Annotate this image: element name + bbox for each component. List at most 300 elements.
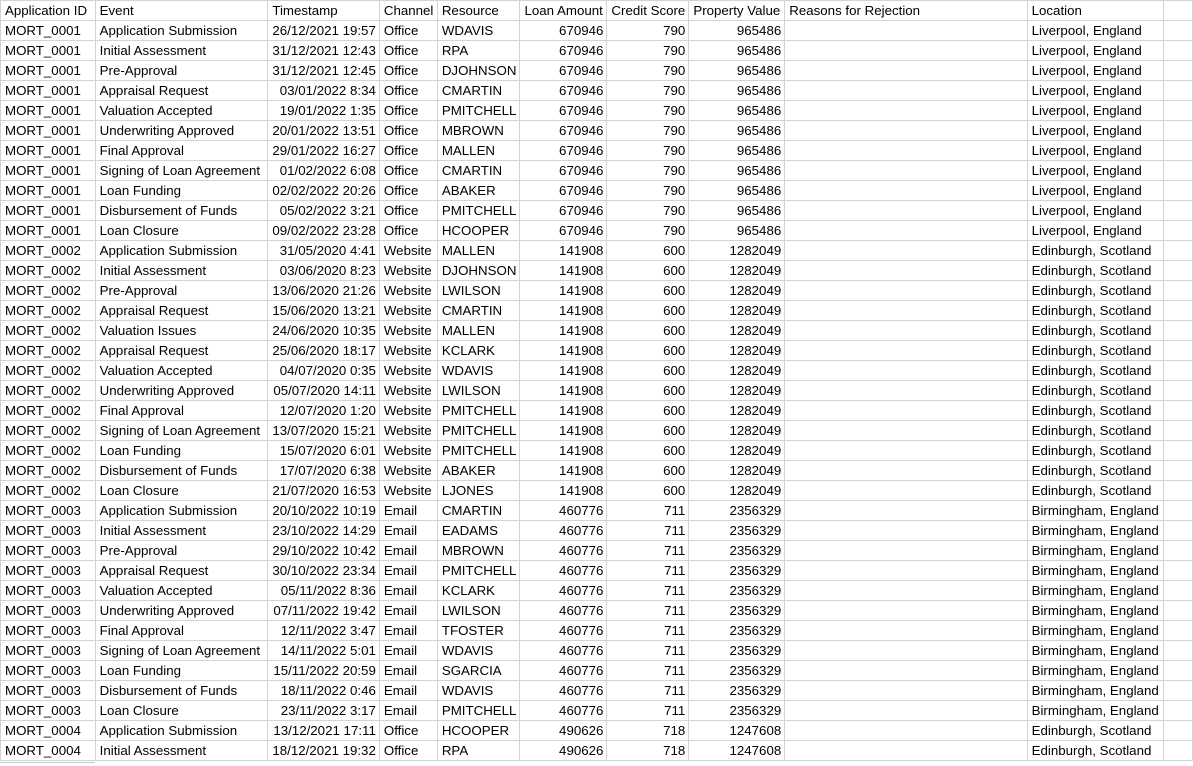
column-header-cell[interactable]: Location (1027, 1, 1164, 21)
cell[interactable]: 12/11/2022 3:47 (268, 621, 380, 641)
cell[interactable]: Application Submission (95, 241, 268, 261)
cell[interactable]: 141908 (520, 281, 607, 301)
cell[interactable]: 790 (607, 121, 689, 141)
cell[interactable]: MALLEN (437, 141, 520, 161)
cell[interactable]: MORT_0001 (1, 21, 96, 41)
cell[interactable]: Website (379, 301, 437, 321)
cell[interactable]: 460776 (520, 681, 607, 701)
cell[interactable] (785, 501, 1027, 521)
column-header-cell[interactable]: Credit Score (607, 1, 689, 21)
cell[interactable]: MORT_0004 (1, 721, 96, 741)
cell[interactable]: Website (379, 361, 437, 381)
column-header-cell[interactable]: Reasons for Rejection (785, 1, 1027, 21)
cell[interactable]: 1282049 (689, 441, 785, 461)
cell[interactable]: 09/02/2022 23:28 (268, 221, 380, 241)
cell[interactable]: 460776 (520, 501, 607, 521)
cell[interactable]: Edinburgh, Scotland (1027, 481, 1164, 501)
cell[interactable]: EADAMS (437, 521, 520, 541)
cell[interactable] (1164, 201, 1193, 221)
cell[interactable] (785, 301, 1027, 321)
cell[interactable]: 17/07/2020 6:38 (268, 461, 380, 481)
cell[interactable]: 965486 (689, 61, 785, 81)
cell[interactable]: 31/12/2021 12:45 (268, 61, 380, 81)
cell[interactable]: 711 (607, 661, 689, 681)
cell[interactable]: HCOOPER (437, 721, 520, 741)
cell[interactable]: Office (379, 121, 437, 141)
cell[interactable] (785, 441, 1027, 461)
cell[interactable]: 711 (607, 581, 689, 601)
cell[interactable]: 29/10/2022 10:42 (268, 541, 380, 561)
cell[interactable]: 600 (607, 461, 689, 481)
cell[interactable]: Edinburgh, Scotland (1027, 281, 1164, 301)
cell[interactable]: Pre-Approval (95, 281, 268, 301)
cell[interactable]: Liverpool, England (1027, 161, 1164, 181)
cell[interactable] (785, 381, 1027, 401)
cell[interactable] (1164, 501, 1193, 521)
cell[interactable] (1164, 241, 1193, 261)
cell[interactable]: Edinburgh, Scotland (1027, 461, 1164, 481)
cell[interactable]: ABAKER (437, 461, 520, 481)
cell[interactable] (1164, 81, 1193, 101)
cell[interactable]: LWILSON (437, 281, 520, 301)
cell[interactable]: 13/06/2020 21:26 (268, 281, 380, 301)
cell[interactable]: CMARTIN (437, 81, 520, 101)
cell[interactable]: 2356329 (689, 701, 785, 721)
cell[interactable]: KCLARK (437, 581, 520, 601)
cell[interactable]: 31/05/2020 4:41 (268, 241, 380, 261)
cell[interactable] (1164, 541, 1193, 561)
cell[interactable]: 790 (607, 161, 689, 181)
cell[interactable]: MORT_0002 (1, 281, 96, 301)
cell[interactable]: Edinburgh, Scotland (1027, 361, 1164, 381)
cell[interactable]: Edinburgh, Scotland (1027, 241, 1164, 261)
cell[interactable]: 18/12/2021 19:32 (268, 741, 380, 761)
cell[interactable]: Liverpool, England (1027, 221, 1164, 241)
cell[interactable] (785, 521, 1027, 541)
cell[interactable]: Valuation Accepted (95, 581, 268, 601)
cell[interactable]: Underwriting Approved (95, 381, 268, 401)
cell[interactable]: Loan Closure (95, 701, 268, 721)
cell[interactable]: 1282049 (689, 401, 785, 421)
cell[interactable]: Office (379, 161, 437, 181)
cell[interactable]: 460776 (520, 701, 607, 721)
cell[interactable]: LWILSON (437, 381, 520, 401)
cell[interactable] (785, 181, 1027, 201)
cell[interactable]: 20/10/2022 10:19 (268, 501, 380, 521)
cell[interactable]: HCOOPER (437, 221, 520, 241)
cell[interactable] (1164, 161, 1193, 181)
cell[interactable]: 15/11/2022 20:59 (268, 661, 380, 681)
cell[interactable] (785, 221, 1027, 241)
cell[interactable]: Edinburgh, Scotland (1027, 441, 1164, 461)
cell[interactable]: 13/12/2021 17:11 (268, 721, 380, 741)
cell[interactable] (785, 281, 1027, 301)
cell[interactable]: Birmingham, England (1027, 661, 1164, 681)
cell[interactable]: Email (379, 561, 437, 581)
cell[interactable]: 141908 (520, 261, 607, 281)
cell[interactable]: MORT_0003 (1, 601, 96, 621)
cell[interactable] (785, 681, 1027, 701)
cell[interactable]: MORT_0001 (1, 221, 96, 241)
cell[interactable]: KCLARK (437, 341, 520, 361)
cell[interactable]: Office (379, 181, 437, 201)
cell[interactable]: 600 (607, 321, 689, 341)
cell[interactable]: 965486 (689, 21, 785, 41)
cell[interactable]: Initial Assessment (95, 741, 268, 761)
cell[interactable]: Loan Funding (95, 181, 268, 201)
cell[interactable]: Office (379, 201, 437, 221)
cell[interactable] (1164, 141, 1193, 161)
cell[interactable]: 600 (607, 281, 689, 301)
cell[interactable]: 670946 (520, 81, 607, 101)
cell[interactable]: Underwriting Approved (95, 121, 268, 141)
cell[interactable]: Final Approval (95, 621, 268, 641)
cell[interactable]: MORT_0001 (1, 181, 96, 201)
cell[interactable]: Edinburgh, Scotland (1027, 741, 1164, 761)
cell[interactable]: Liverpool, England (1027, 41, 1164, 61)
column-header-cell[interactable]: Loan Amount (520, 1, 607, 21)
cell[interactable]: PMITCHELL (437, 201, 520, 221)
cell[interactable] (785, 621, 1027, 641)
cell[interactable] (785, 141, 1027, 161)
cell[interactable]: Website (379, 321, 437, 341)
cell[interactable]: 1282049 (689, 301, 785, 321)
cell[interactable]: Birmingham, England (1027, 601, 1164, 621)
cell[interactable]: Disbursement of Funds (95, 461, 268, 481)
cell[interactable]: 460776 (520, 661, 607, 681)
cell[interactable]: 600 (607, 301, 689, 321)
cell[interactable] (1164, 421, 1193, 441)
cell[interactable]: MORT_0002 (1, 421, 96, 441)
cell[interactable]: Office (379, 221, 437, 241)
cell[interactable]: 1282049 (689, 461, 785, 481)
cell[interactable]: 790 (607, 41, 689, 61)
cell[interactable]: Office (379, 61, 437, 81)
cell[interactable] (785, 61, 1027, 81)
column-header-cell[interactable]: Resource (437, 1, 520, 21)
cell[interactable]: Valuation Accepted (95, 101, 268, 121)
cell[interactable]: 26/12/2021 19:57 (268, 21, 380, 41)
cell[interactable]: Office (379, 41, 437, 61)
cell[interactable]: MBROWN (437, 121, 520, 141)
cell[interactable]: Website (379, 421, 437, 441)
cell[interactable]: 711 (607, 621, 689, 641)
cell[interactable]: MALLEN (437, 241, 520, 261)
cell[interactable]: Liverpool, England (1027, 61, 1164, 81)
cell[interactable]: 1247608 (689, 741, 785, 761)
cell[interactable]: 965486 (689, 101, 785, 121)
cell[interactable]: MORT_0003 (1, 521, 96, 541)
cell[interactable]: 670946 (520, 161, 607, 181)
cell[interactable]: Edinburgh, Scotland (1027, 301, 1164, 321)
cell[interactable] (1164, 621, 1193, 641)
cell[interactable]: MORT_0002 (1, 261, 96, 281)
cell[interactable] (1164, 681, 1193, 701)
cell[interactable]: Disbursement of Funds (95, 681, 268, 701)
cell[interactable]: Liverpool, England (1027, 181, 1164, 201)
cell[interactable]: Edinburgh, Scotland (1027, 381, 1164, 401)
cell[interactable]: Appraisal Request (95, 341, 268, 361)
cell[interactable]: 965486 (689, 121, 785, 141)
cell[interactable] (1164, 741, 1193, 761)
cell[interactable]: 23/11/2022 3:17 (268, 701, 380, 721)
cell[interactable]: Liverpool, England (1027, 141, 1164, 161)
cell[interactable] (785, 601, 1027, 621)
cell[interactable]: Edinburgh, Scotland (1027, 421, 1164, 441)
cell[interactable]: MORT_0003 (1, 661, 96, 681)
cell[interactable]: 2356329 (689, 501, 785, 521)
cell[interactable]: 460776 (520, 561, 607, 581)
cell[interactable]: Edinburgh, Scotland (1027, 321, 1164, 341)
cell[interactable] (785, 121, 1027, 141)
cell[interactable]: Birmingham, England (1027, 641, 1164, 661)
cell[interactable]: MORT_0003 (1, 641, 96, 661)
cell[interactable]: Pre-Approval (95, 61, 268, 81)
cell[interactable]: Valuation Issues (95, 321, 268, 341)
cell[interactable]: 711 (607, 561, 689, 581)
cell[interactable]: MORT_0001 (1, 41, 96, 61)
cell[interactable]: 670946 (520, 141, 607, 161)
cell[interactable]: 18/11/2022 0:46 (268, 681, 380, 701)
cell[interactable]: 1282049 (689, 321, 785, 341)
cell[interactable]: MORT_0001 (1, 81, 96, 101)
cell[interactable]: Loan Funding (95, 441, 268, 461)
cell[interactable]: 600 (607, 481, 689, 501)
cell[interactable]: 460776 (520, 581, 607, 601)
cell[interactable]: MORT_0001 (1, 121, 96, 141)
cell[interactable]: ABAKER (437, 181, 520, 201)
cell[interactable]: 711 (607, 501, 689, 521)
column-header-cell[interactable]: Property Value (689, 1, 785, 21)
cell[interactable]: 23/10/2022 14:29 (268, 521, 380, 541)
cell[interactable] (1164, 581, 1193, 601)
cell[interactable]: 670946 (520, 101, 607, 121)
cell[interactable]: 21/07/2020 16:53 (268, 481, 380, 501)
cell[interactable]: WDAVIS (437, 21, 520, 41)
cell[interactable] (1164, 341, 1193, 361)
cell[interactable]: Email (379, 501, 437, 521)
cell[interactable]: 670946 (520, 121, 607, 141)
cell[interactable] (785, 321, 1027, 341)
cell[interactable]: 670946 (520, 201, 607, 221)
cell[interactable]: 05/02/2022 3:21 (268, 201, 380, 221)
cell[interactable]: 790 (607, 201, 689, 221)
cell[interactable]: MBROWN (437, 541, 520, 561)
cell[interactable]: MORT_0003 (1, 681, 96, 701)
cell[interactable] (785, 21, 1027, 41)
cell[interactable]: 711 (607, 521, 689, 541)
cell[interactable]: 2356329 (689, 581, 785, 601)
cell[interactable]: MORT_0004 (1, 741, 96, 761)
cell[interactable]: MORT_0002 (1, 361, 96, 381)
cell[interactable] (1164, 301, 1193, 321)
cell[interactable]: 965486 (689, 141, 785, 161)
cell[interactable]: Email (379, 641, 437, 661)
cell[interactable]: LJONES (437, 481, 520, 501)
cell[interactable]: MORT_0001 (1, 201, 96, 221)
cell[interactable]: Liverpool, England (1027, 101, 1164, 121)
cell[interactable] (1164, 601, 1193, 621)
cell[interactable]: Website (379, 461, 437, 481)
cell[interactable]: 2356329 (689, 601, 785, 621)
cell[interactable] (1164, 101, 1193, 121)
cell[interactable]: 03/01/2022 8:34 (268, 81, 380, 101)
cell[interactable]: 600 (607, 421, 689, 441)
cell[interactable]: 2356329 (689, 681, 785, 701)
cell[interactable]: Email (379, 541, 437, 561)
cell[interactable]: MORT_0002 (1, 441, 96, 461)
cell[interactable]: 600 (607, 361, 689, 381)
cell[interactable]: PMITCHELL (437, 701, 520, 721)
cell[interactable]: Birmingham, England (1027, 521, 1164, 541)
cell[interactable]: 600 (607, 261, 689, 281)
cell[interactable]: Loan Closure (95, 221, 268, 241)
cell[interactable]: 141908 (520, 401, 607, 421)
cell[interactable]: Signing of Loan Agreement (95, 161, 268, 181)
cell[interactable]: CMARTIN (437, 501, 520, 521)
cell[interactable]: 670946 (520, 21, 607, 41)
cell[interactable] (785, 481, 1027, 501)
cell[interactable]: 1282049 (689, 381, 785, 401)
cell[interactable]: MORT_0003 (1, 701, 96, 721)
cell[interactable]: 2356329 (689, 641, 785, 661)
cell[interactable] (785, 101, 1027, 121)
cell[interactable]: 141908 (520, 361, 607, 381)
cell[interactable]: Appraisal Request (95, 561, 268, 581)
cell[interactable] (785, 721, 1027, 741)
cell[interactable]: MORT_0002 (1, 381, 96, 401)
cell[interactable]: 14/11/2022 5:01 (268, 641, 380, 661)
cell[interactable]: 790 (607, 141, 689, 161)
cell[interactable]: 490626 (520, 721, 607, 741)
cell[interactable]: Birmingham, England (1027, 701, 1164, 721)
cell[interactable]: DJOHNSON (437, 261, 520, 281)
cell[interactable] (785, 401, 1027, 421)
cell[interactable] (785, 241, 1027, 261)
cell[interactable] (1164, 481, 1193, 501)
cell[interactable]: Email (379, 661, 437, 681)
cell[interactable]: 600 (607, 381, 689, 401)
cell[interactable]: Birmingham, England (1027, 621, 1164, 641)
cell[interactable]: 460776 (520, 601, 607, 621)
cell[interactable]: MORT_0003 (1, 501, 96, 521)
cell[interactable] (1164, 181, 1193, 201)
cell[interactable]: 2356329 (689, 621, 785, 641)
cell[interactable] (785, 161, 1027, 181)
cell[interactable]: Final Approval (95, 141, 268, 161)
cell[interactable] (1164, 21, 1193, 41)
cell[interactable]: 600 (607, 241, 689, 261)
cell[interactable]: MORT_0001 (1, 161, 96, 181)
cell[interactable]: Birmingham, England (1027, 501, 1164, 521)
cell[interactable] (785, 581, 1027, 601)
cell[interactable]: Pre-Approval (95, 541, 268, 561)
cell[interactable]: Office (379, 721, 437, 741)
cell[interactable]: 30/10/2022 23:34 (268, 561, 380, 581)
cell[interactable]: MORT_0003 (1, 541, 96, 561)
cell[interactable]: Edinburgh, Scotland (1027, 341, 1164, 361)
cell[interactable]: Website (379, 241, 437, 261)
cell[interactable]: Edinburgh, Scotland (1027, 261, 1164, 281)
cell[interactable]: 141908 (520, 301, 607, 321)
cell[interactable] (1164, 41, 1193, 61)
cell[interactable]: Birmingham, England (1027, 561, 1164, 581)
cell[interactable]: 790 (607, 101, 689, 121)
cell[interactable]: MORT_0002 (1, 341, 96, 361)
cell[interactable]: 1282049 (689, 421, 785, 441)
cell[interactable]: 718 (607, 741, 689, 761)
cell[interactable]: 15/07/2020 6:01 (268, 441, 380, 461)
cell[interactable]: MORT_0001 (1, 141, 96, 161)
cell[interactable]: 2356329 (689, 661, 785, 681)
cell[interactable] (1164, 561, 1193, 581)
cell[interactable]: Appraisal Request (95, 81, 268, 101)
cell[interactable]: Website (379, 341, 437, 361)
cell[interactable]: CMARTIN (437, 161, 520, 181)
cell[interactable]: Disbursement of Funds (95, 201, 268, 221)
cell[interactable] (785, 641, 1027, 661)
cell[interactable]: Signing of Loan Agreement (95, 641, 268, 661)
cell[interactable]: 965486 (689, 181, 785, 201)
cell[interactable]: PMITCHELL (437, 401, 520, 421)
cell[interactable]: 460776 (520, 541, 607, 561)
cell[interactable] (785, 421, 1027, 441)
cell[interactable]: MORT_0001 (1, 61, 96, 81)
cell[interactable]: 2356329 (689, 541, 785, 561)
cell[interactable]: 1282049 (689, 281, 785, 301)
cell[interactable]: Valuation Accepted (95, 361, 268, 381)
cell[interactable]: Edinburgh, Scotland (1027, 721, 1164, 741)
cell[interactable]: Initial Assessment (95, 521, 268, 541)
cell[interactable] (1164, 701, 1193, 721)
cell[interactable]: Birmingham, England (1027, 541, 1164, 561)
cell[interactable]: DJOHNSON (437, 61, 520, 81)
cell[interactable] (1164, 261, 1193, 281)
cell[interactable]: Email (379, 521, 437, 541)
cell[interactable]: MORT_0003 (1, 581, 96, 601)
cell[interactable]: Website (379, 401, 437, 421)
cell[interactable]: MORT_0003 (1, 561, 96, 581)
cell[interactable]: CMARTIN (437, 301, 520, 321)
cell[interactable]: 20/01/2022 13:51 (268, 121, 380, 141)
cell[interactable] (1164, 361, 1193, 381)
cell[interactable]: MORT_0002 (1, 321, 96, 341)
cell[interactable]: 1282049 (689, 341, 785, 361)
cell[interactable]: 460776 (520, 641, 607, 661)
column-header-cell[interactable]: Timestamp (268, 1, 380, 21)
cell[interactable]: 965486 (689, 161, 785, 181)
cell[interactable] (785, 201, 1027, 221)
cell[interactable]: WDAVIS (437, 641, 520, 661)
cell[interactable] (1164, 441, 1193, 461)
cell[interactable]: Website (379, 441, 437, 461)
cell[interactable]: Application Submission (95, 721, 268, 741)
cell[interactable] (785, 661, 1027, 681)
cell[interactable]: Email (379, 601, 437, 621)
cell[interactable]: 15/06/2020 13:21 (268, 301, 380, 321)
cell[interactable]: Website (379, 381, 437, 401)
cell[interactable]: PMITCHELL (437, 561, 520, 581)
cell[interactable]: PMITCHELL (437, 441, 520, 461)
cell[interactable]: 07/11/2022 19:42 (268, 601, 380, 621)
cell[interactable]: 12/07/2020 1:20 (268, 401, 380, 421)
cell[interactable] (785, 41, 1027, 61)
cell[interactable]: 711 (607, 541, 689, 561)
cell[interactable] (1164, 721, 1193, 741)
cell[interactable]: 790 (607, 61, 689, 81)
cell[interactable]: 965486 (689, 41, 785, 61)
cell[interactable]: 790 (607, 81, 689, 101)
